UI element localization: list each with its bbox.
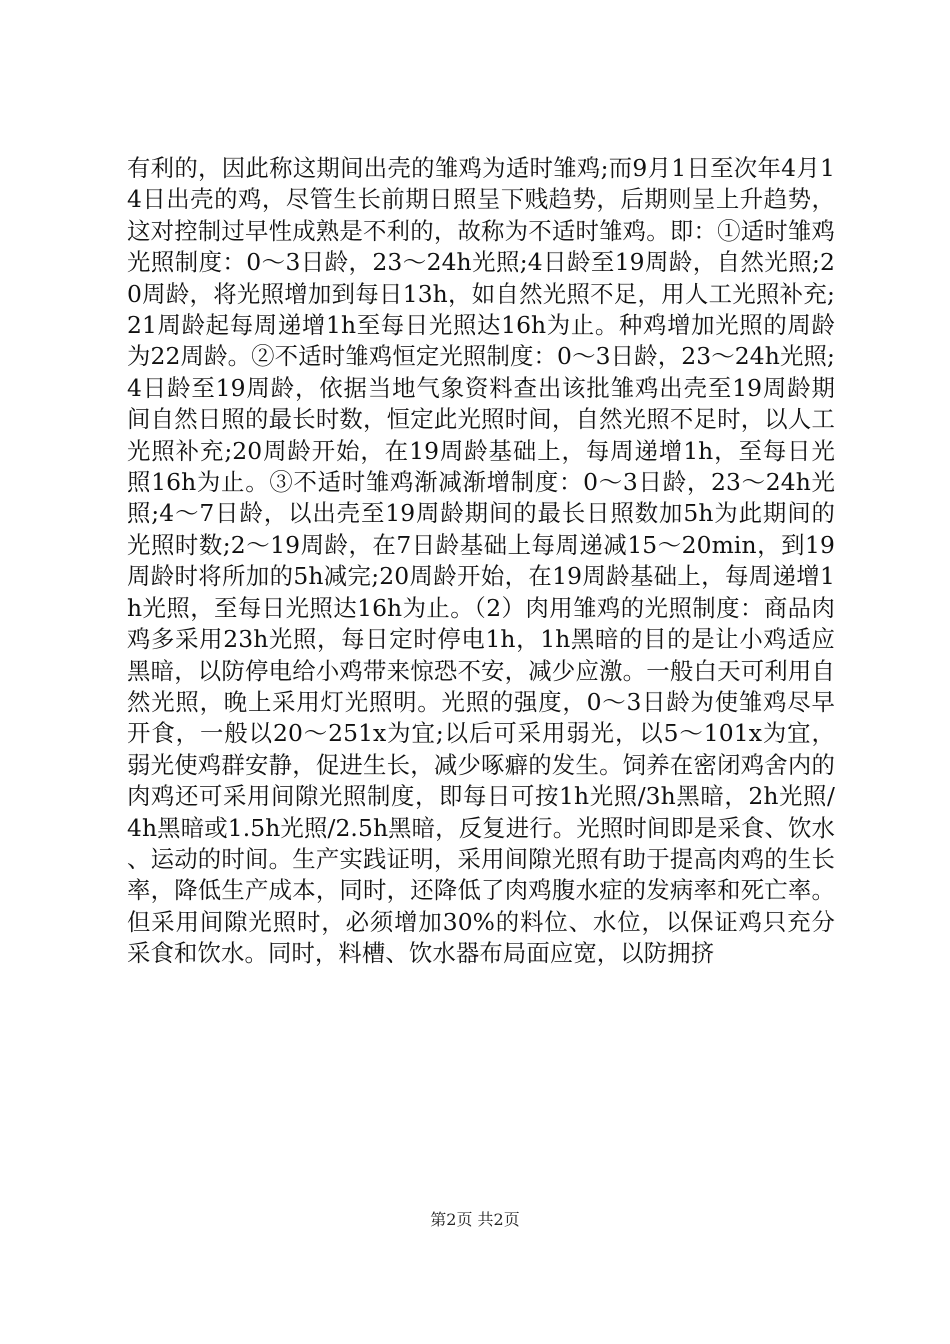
body-paragraph: 有利的，因此称这期间出壳的雏鸡为适时雏鸡;而9月1日至次年4月14日出壳的鸡，尽管生长前期日照呈下贱趋势，后期则呈上升趋势，这对控制过早性成熟是不利的，故称为不适时雏鸡。即：①适时雏鸡光照制度：0～3日龄，23～24h光照;4日龄至19周龄，自然光照;20周龄，将光照增加到每日13h，如自然光照不足，用人工光照补充;21周龄起每周递增1h至每日光照达16h为止。种鸡增加光照的周龄为22周龄。②不适时雏鸡恒定光照制度：0～3日龄，23～24h光照;4日龄至19周龄，依据当地气象资料查出该批雏鸡出壳至19周龄期间自然日照的最长时数，恒定此光照时间，自然光照不足时，以人工光照补充;20周龄开始，在19周龄基础上，每周递增1h，至每日光照16h为止。③不适时雏鸡渐减渐增制度：0～3日龄，23～24h光照;4～7日龄，以出壳至19周龄期间的最长日照数加5h为此期间的光照时数;2～19周龄，在7日龄基础上每周递减15～20min，到19周龄时将所加的5h减完;20周龄开始，在19周龄基础上，每周递增1h光照，至每日光照达16h为止。（2）肉用雏鸡的光照制度：商品肉鸡多采用23h光照，每日定时停电1h，1h黑暗的目的是让小鸡适应黑暗，以防停电给小鸡带来惊恐不安，减少应激。一般白天可利用自然光照，晚上采用灯光照明。光照的强度，0～3日龄为使雏鸡尽早开食，一般以20～251x为宜;以后可采用弱光，以5～101x为宜，弱光使鸡群安静，促进生长，减少啄癖的发生。饲养在密闭鸡舍内的肉鸡还可采用间隙光照制度，即每日可按1h光照/3h黑暗，2h光照/4h黑暗或1.5h光照/2.5h黑暗，反复进行。光照时间即是采食、饮水、运动的时间。生产实践证明，采用间隙光照有助于提高肉鸡的生长率，降低生产成本，同时，还降低了肉鸡腹水症的发病率和死亡率。但采用间隙光照时，必须增加30%的料位、水位，以保证鸡只充分采食和饮水。同时，料槽、饮水器布局面应宽，以防拥挤 xyxy=(127,154,835,968)
page-number-footer: 第2页 共2页 xyxy=(430,1210,520,1229)
